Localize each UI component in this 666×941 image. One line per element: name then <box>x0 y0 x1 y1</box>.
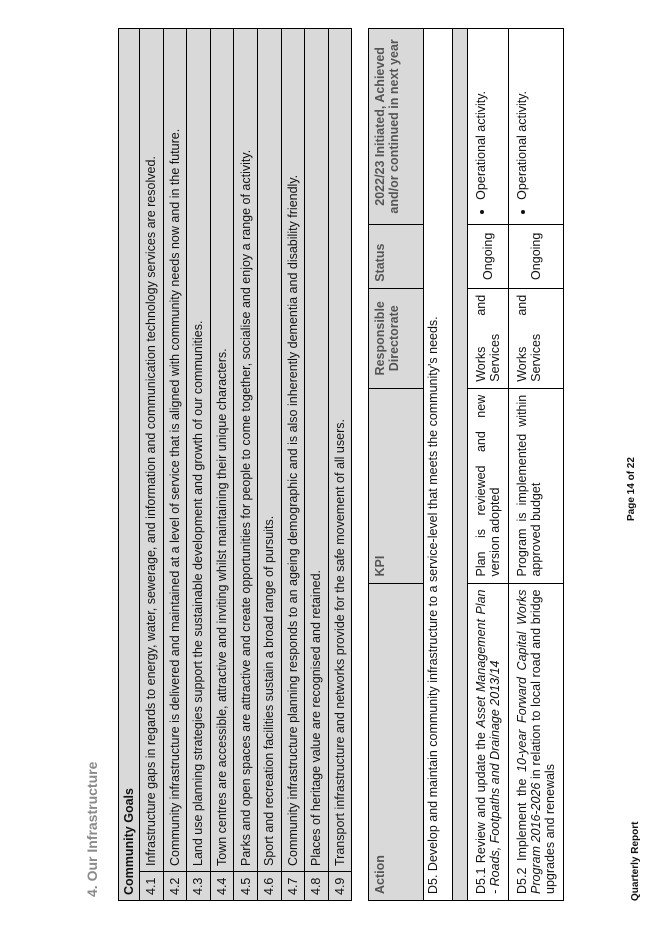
action-suffix: in relation to local road and bridge upgrades and renewals <box>529 589 557 894</box>
table-row <box>509 29 564 901</box>
status-cell: Ongoing <box>468 224 509 288</box>
goal-text: Town centres are accessible, attractive and inviting whilst maintaining their unique characters. <box>210 29 234 872</box>
goal-number: 4.6 <box>257 872 281 901</box>
action-text: D5.2 Implement the <box>515 771 529 894</box>
actions-table <box>368 28 564 901</box>
goal-row <box>140 29 164 901</box>
goal-text: Community infrastructure is delivered and maintained at a level of service that is aligned with community needs now and in the future. <box>163 29 187 872</box>
footer-page-number: Page 14 of 22 <box>626 457 637 521</box>
action-cell <box>509 583 564 900</box>
d5-text: D5. Develop and maintain community infrastructure to a service-level that meets the community's needs. <box>424 29 453 901</box>
action-italic-text: 10-year Forward Capital Works Program 2016-2026 <box>515 589 543 894</box>
bullet-item: • Operational activity. <box>515 35 529 200</box>
goal-text: Sport and recreation facilities sustain a broad range of pursuits. <box>257 29 281 872</box>
goal-number: 4.9 <box>328 872 352 901</box>
goal-text: Transport infrastructure and networks provide for the safe movement of all users. <box>328 29 352 872</box>
goal-number: 4.5 <box>234 872 258 901</box>
goal-text: Infrastructure gaps in regards to energy, water, sewerage, and information and communication technology services are resolved. <box>140 29 164 872</box>
kpi-cell: Program is implemented within approved budget <box>509 388 564 583</box>
kpi-cell: Plan is reviewed and new version adopted <box>468 388 509 583</box>
table-row <box>468 29 509 901</box>
header-year: 2022/23 Initiated, Achieved and/or continued in next year <box>369 29 424 225</box>
goal-number: 4.3 <box>187 872 211 901</box>
status-cell: Ongoing <box>509 224 564 288</box>
responsible-cell: Works and Services <box>468 288 509 388</box>
header-kpi: KPI <box>369 388 424 583</box>
goal-number: 4.4 <box>210 872 234 901</box>
bullet-item: • Operational activity. <box>474 35 488 200</box>
header-status: Status <box>369 224 424 288</box>
header-responsible: Responsible Directorate <box>369 288 424 388</box>
section-title: 4. Our Infrastructure <box>84 761 100 897</box>
goal-row <box>281 29 305 901</box>
goal-number: 4.7 <box>281 872 305 901</box>
goal-text: Land use planning strategies support the sustainable development and growth of our communities. <box>187 29 211 872</box>
goal-number: 4.1 <box>140 872 164 901</box>
goal-number: 4.2 <box>163 872 187 901</box>
year-cell <box>509 29 564 225</box>
community-goals-table <box>118 28 352 901</box>
action-italic-text: Asset Management Plan - Roads, Footpaths and Drainage 2013/14 <box>474 589 502 894</box>
actions-header-row <box>369 29 424 901</box>
goal-row <box>210 29 234 901</box>
d5-row <box>424 29 453 901</box>
action-cell <box>468 583 509 900</box>
goal-number: 4.8 <box>305 872 329 901</box>
spacer-cell <box>453 29 468 901</box>
responsible-cell: Works and Services <box>509 288 564 388</box>
footer-report-name: Quarterly Report <box>630 821 641 901</box>
goal-text: Places of heritage value are recognised and retained. <box>305 29 329 872</box>
goal-row <box>328 29 352 901</box>
goal-row <box>305 29 329 901</box>
spacer-row <box>453 29 468 901</box>
goal-row <box>187 29 211 901</box>
community-goals-header: Community Goals <box>119 29 140 901</box>
goal-text: Community infrastructure planning responds to an ageing demographic and is also inherently dementia and disability friendly. <box>281 29 305 872</box>
goal-row <box>163 29 187 901</box>
year-cell <box>468 29 509 225</box>
header-action: Action <box>369 583 424 900</box>
goal-row <box>257 29 281 901</box>
goal-row <box>234 29 258 901</box>
goal-text: Parks and open spaces are attractive and create opportunities for people to come together, socialise and enjoy a range of activity. <box>234 29 258 872</box>
action-text: D5.1 Review and update the <box>474 727 488 894</box>
